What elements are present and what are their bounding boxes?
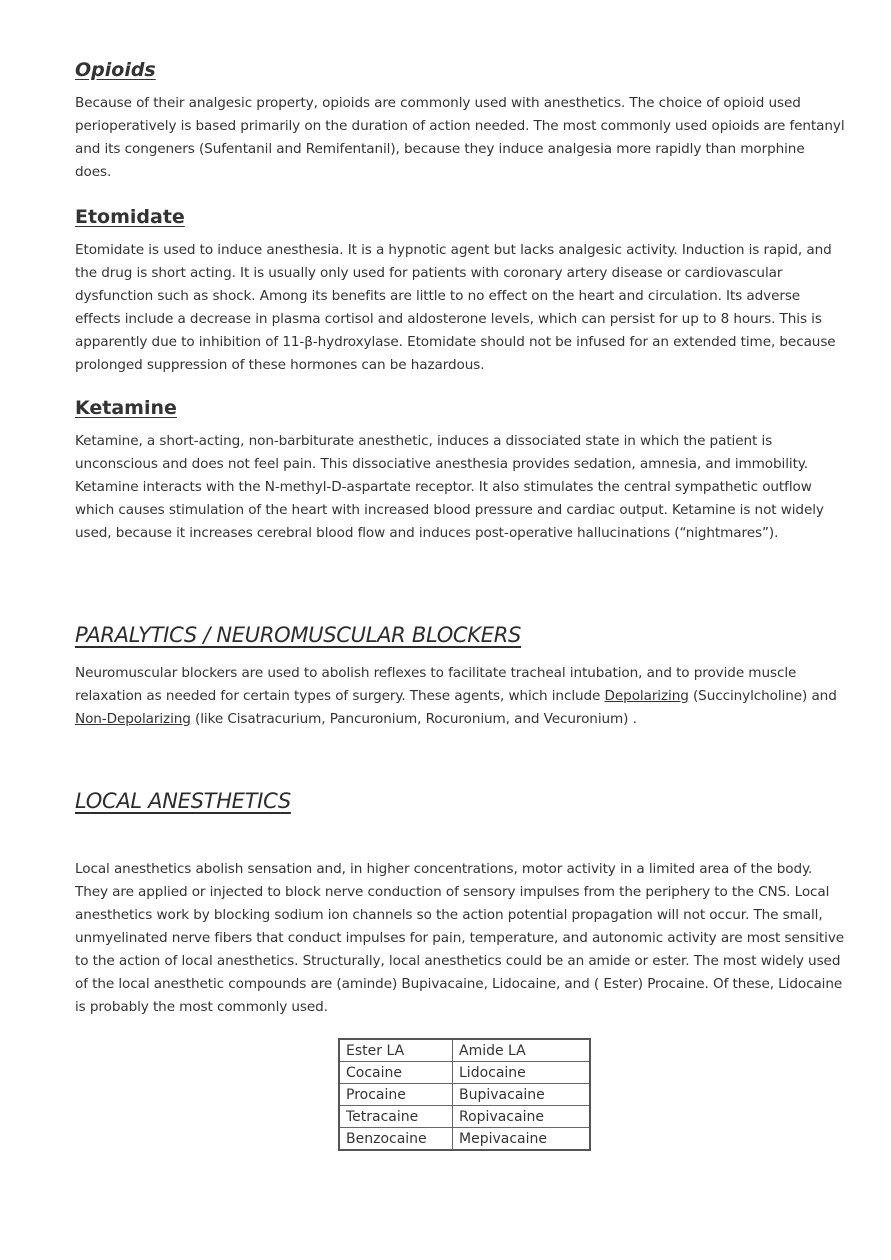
section-paralytics — [75, 622, 845, 731]
amide-cell: Bupivacaine — [453, 1084, 591, 1106]
ester-cell: Benzocaine — [339, 1128, 453, 1151]
paralytics-text-2: (Succinylcholine) and — [688, 688, 837, 704]
amide-cell: Mepivacaine — [453, 1128, 591, 1151]
paralytics-heading: PARALYTICS / NEUROMUSCULAR BLOCKERS — [75, 623, 522, 647]
amide-cell: Lidocaine — [453, 1062, 591, 1084]
section-ketamine — [75, 396, 845, 545]
local-anesthetics-table — [338, 1038, 591, 1151]
non-depolarizing-term: Non-Depolarizing — [75, 711, 191, 727]
ketamine-heading: Ketamine — [75, 397, 177, 419]
header-amide: Amide LA — [453, 1039, 591, 1062]
amide-cell: Ropivacaine — [453, 1106, 591, 1128]
ester-cell: Tetracaine — [339, 1106, 453, 1128]
section-opioids — [75, 58, 845, 184]
etomidate-heading: Etomidate — [75, 206, 185, 228]
section-local-body — [75, 858, 845, 1019]
table-header-row — [339, 1039, 590, 1062]
ester-cell: Cocaine — [339, 1062, 453, 1084]
etomidate-paragraph: Etomidate is used to induce anesthesia. It is a hypnotic agent but lacks analgesic activity. Induction is rapid, and the drug is short acting. It is usually only used for patients with coronary artery disease or cardiovascular dysfunction such as shock. Among its benefits are little to no effect on the heart and circulation. Its adverse effects include a decrease in plasma cortisol and aldosterone levels, which can persist for up to 8 hours. This is apparently due to inhibition of 11-β-hydroxylase. Etomidate should not be infused for an extended time, because prolonged suppression of these hormones can be hazardous. — [75, 242, 836, 373]
section-local-heading — [75, 788, 845, 814]
opioids-heading: Opioids — [75, 59, 156, 81]
ketamine-paragraph: Ketamine, a short-acting, non-barbiturate anesthetic, induces a dissociated state in which the patient is unconscious and does not feel pain. This dissociative anesthesia provides sedation, amnesia, and immobility. Ketamine interacts with the N-methyl-D-aspartate receptor. It also stimulates the central sympathetic outflow which causes stimulation of the heart with increased blood pressure and cardiac output. Ketamine is not widely used, because it increases cerebral blood flow and induces post-operative hallucinations (“nightmares”). — [75, 433, 824, 541]
table-row — [339, 1106, 590, 1128]
ester-cell: Procaine — [339, 1084, 453, 1106]
paralytics-text-3: (like Cisatracurium, Pancuronium, Rocuronium, and Vecuronium) . — [190, 711, 637, 727]
paralytics-text-1: Neuromuscular blockers are used to abolish reflexes to facilitate tracheal intubation, and to provide muscle relaxation as needed for certain types of surgery. These agents, which include — [75, 665, 797, 704]
paralytics-paragraph — [75, 662, 845, 731]
local-anesthetics-heading: LOCAL ANESTHETICS — [75, 789, 291, 813]
table-row — [339, 1084, 590, 1106]
opioids-paragraph: Because of their analgesic property, opioids are commonly used with anesthetics. The choice of opioid used perioperatively is based primarily on the duration of action needed. The most commonly used opioids are fentanyl and its congeners (Sufentanil and Remifentanil), because they induce analgesia more rapidly than morphine does. — [75, 95, 845, 180]
section-etomidate — [75, 205, 845, 377]
header-ester: Ester LA — [339, 1039, 453, 1062]
table-row — [339, 1128, 590, 1151]
local-anesthetics-paragraph: Local anesthetics abolish sensation and, in higher concentrations, motor activity in a limited area of the body. They are applied or injected to block nerve conduction of sensory impulses from the periphery to the CNS. Local anesthetics work by blocking sodium ion channels so the action potential propagation will not occur. The small, unmyelinated nerve fibers that conduct impulses for pain, temperature, and autonomic activity are most sensitive to the action of local anesthetics. Structurally, local anesthetics could be an amide or ester. The most widely used of the local anesthetic compounds are (aminde) Bupivacaine, Lidocaine, and ( Ester) Procaine. Of these, Lidocaine is probably the most commonly used. — [75, 861, 845, 1015]
table-row — [339, 1062, 590, 1084]
depolarizing-term: Depolarizing — [604, 688, 689, 704]
